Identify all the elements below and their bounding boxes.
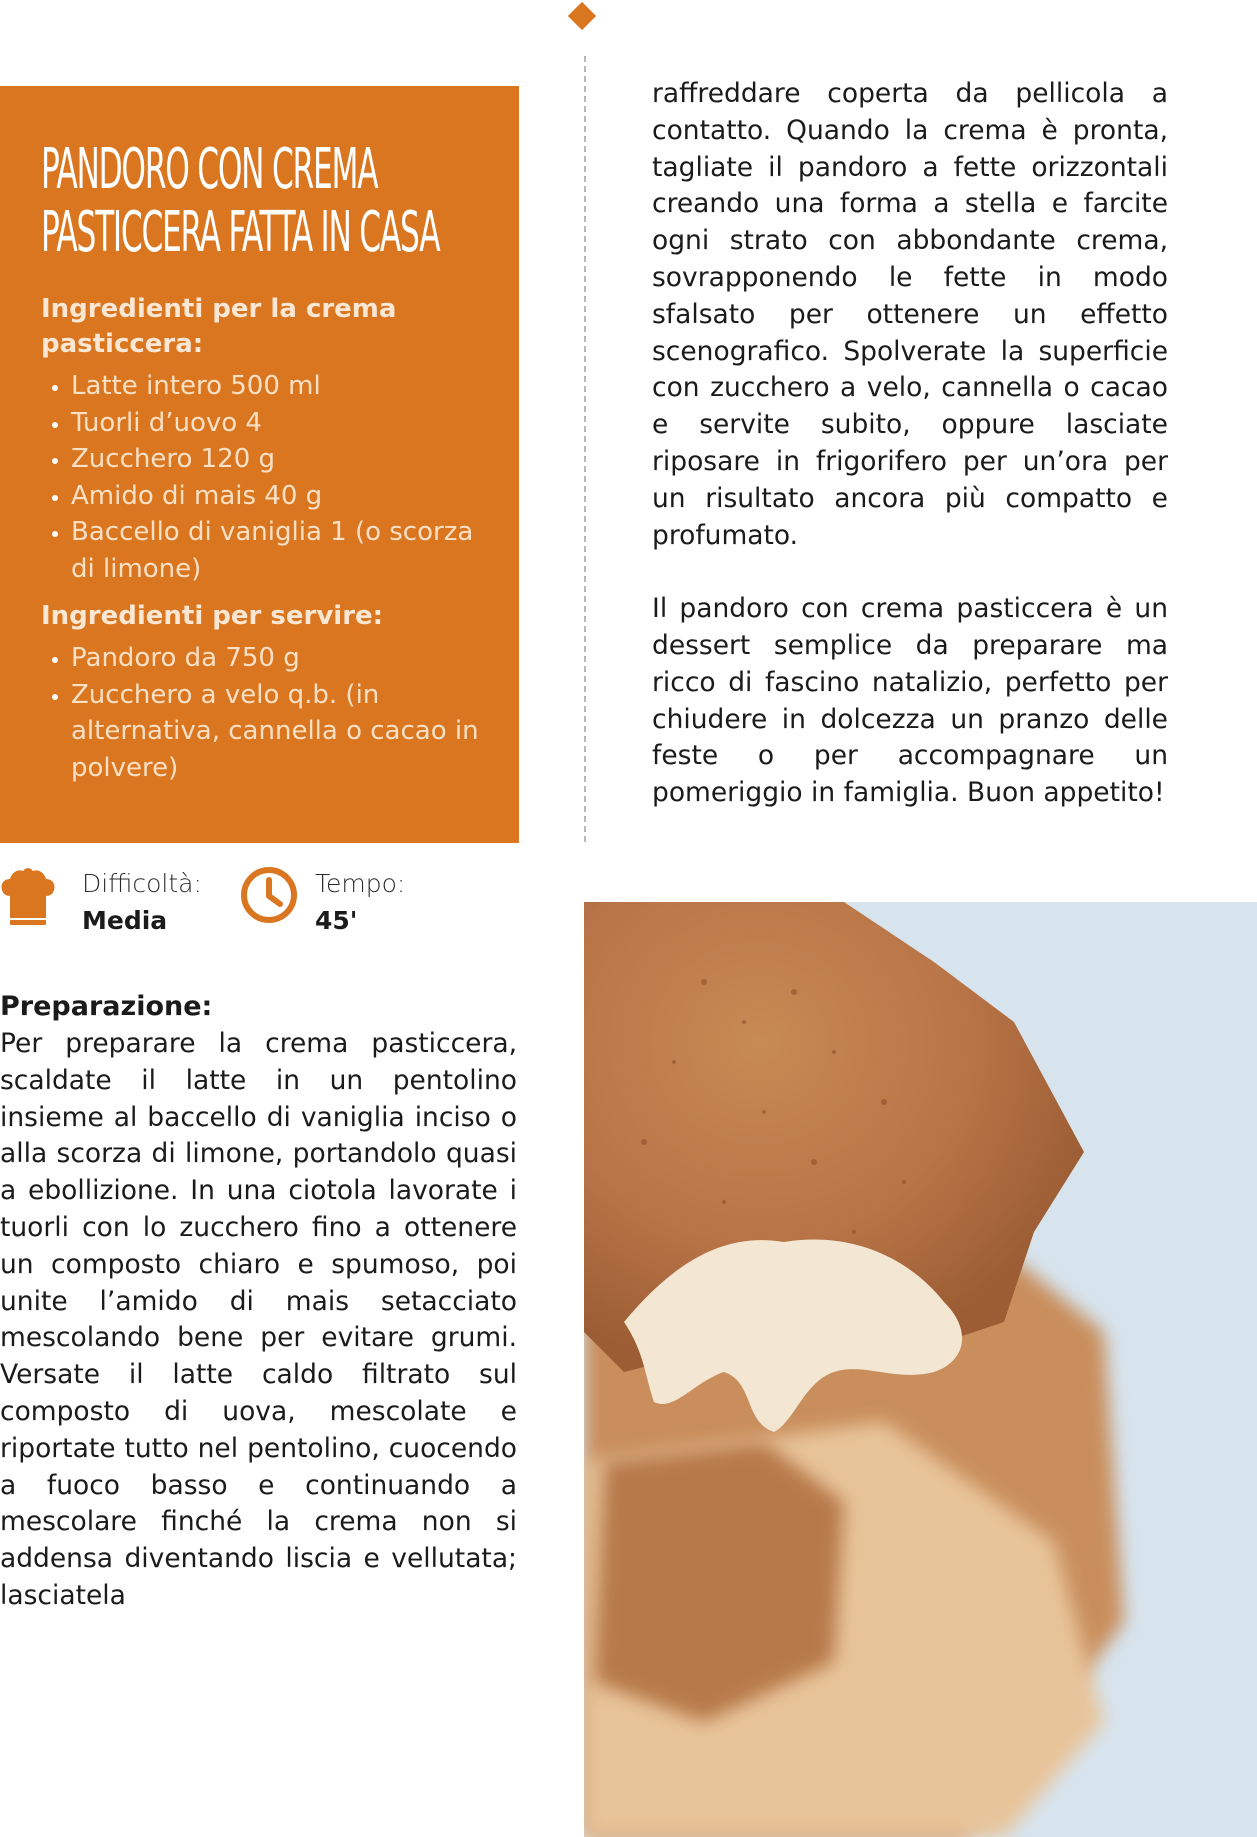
recipe-title: PANDORO CON CREMA PASTICCERA FATTA IN CASA [41, 137, 440, 265]
ingredients-cream-list [41, 368, 489, 587]
pandoro-photo [584, 902, 1257, 1837]
chef-hat-icon [0, 867, 56, 925]
preparation-continued [652, 76, 1168, 849]
preparation-text-right-1: raffreddare coperta da pellicola a contatto. Quando la crema è pronta, tagliate il pandoro a fette orizzontali creando una forma a stella e farcite ogni strato con abbondante crema, sovrapponendo le fette in modo sfalsato per ottenere un effetto scenografico. Spolverate la superficie con zucchero a velo, cannella o cacao e servite subito, oppure lasciate riposare in frigorifero per un’ora per un risultato ancora più compatto e profumato. [652, 78, 1168, 551]
list-item: • Latte intero 500 ml [71, 368, 489, 405]
list-item: • Amido di mais 40 g [71, 478, 489, 515]
ingredients-card [0, 86, 519, 843]
difficulty-block [82, 865, 202, 939]
list-item: • Tuorli d’uovo 4 [71, 405, 489, 442]
difficulty-label: Difficoltà: [82, 869, 202, 898]
time-block [315, 865, 405, 939]
preparation-text-right-2: Il pandoro con crema pasticcera è un dessert semplice da preparare ma ricco di fascino natalizio, perfetto per chiudere in dolcezza un pranzo delle feste o per accompagnare un pomeriggio in famiglia. Buon appetito! [652, 593, 1168, 809]
list-item: • Zucchero 120 g [71, 441, 489, 478]
diamond-icon [568, 2, 596, 30]
list-item: • Pandoro da 750 g [71, 640, 489, 677]
ingredients-serve-list [41, 640, 489, 786]
difficulty-value: Media [82, 906, 168, 935]
clock-icon [240, 866, 298, 924]
preparation-heading: Preparazione: [0, 991, 213, 1022]
column-divider [584, 56, 586, 842]
pandoro-illustration [584, 902, 1257, 1837]
ingredients-cream-heading: Ingredienti per la crema pasticcera: [41, 294, 397, 359]
list-item: • Zucchero a velo q.b. (in alternativa, cannella o cacao in polvere) [71, 677, 489, 787]
list-item: • Baccello di vaniglia 1 (o scorza di limone) [71, 514, 489, 587]
ingredients-serve-heading: Ingredienti per servire: [41, 601, 384, 631]
preparation-text-left: Per preparare la crema pasticcera, scaldate il latte in un pentolino insieme al baccello di vaniglia inciso o alla scorza di limone, portandolo quasi a ebollizione. In una ciotola lavorate i tuorli con lo zucchero fino a ottenere un composto chiaro e spumoso, poi unite l’amido di mais setacciato mescolando bene per evitare grumi. Versate il latte caldo filtrato sul composto di uova, mescolate e riportate tutto nel pentolino, cuocendo a fuoco basso e continuando a mescolare finché la crema non si addensa diventando liscia e vellutata; lasciatela [0, 1028, 517, 1611]
time-value: 45' [315, 906, 358, 935]
time-label: Tempo: [315, 869, 406, 898]
